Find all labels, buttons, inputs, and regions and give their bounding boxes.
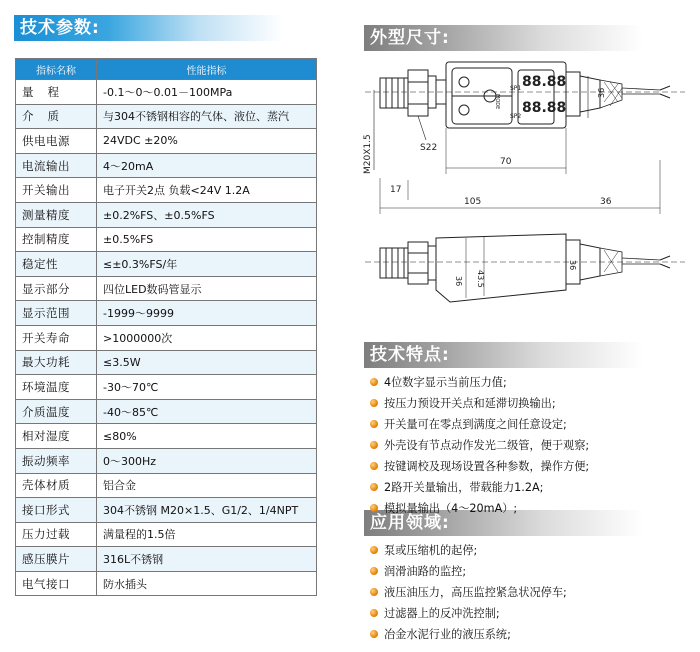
spec-row-value: -1999～9999 (97, 301, 317, 326)
hex-nut (408, 70, 428, 116)
features-item (370, 435, 589, 456)
sp2-led (459, 105, 469, 115)
dim-105: 105 (464, 197, 482, 207)
bullet-icon (370, 483, 378, 491)
spec-row-name: 显示部分 (16, 276, 97, 301)
applications-item (370, 603, 567, 624)
features-item-text: 模拟量输出（4～20mA）; (384, 502, 518, 515)
applications-item-text: 过滤器上的反冲洗控制; (384, 607, 500, 620)
spec-table-row (16, 80, 317, 105)
spec-row-name: 供电电源 (16, 129, 97, 154)
spec-row-value: 满量程的1.5倍 (97, 522, 317, 547)
spec-table-row (16, 178, 317, 203)
spec-table-row (16, 252, 317, 277)
features-item-text: 外壳设有节点动作发光二级管，便于观察; (384, 439, 590, 452)
spec-row-name: 振动频率 (16, 448, 97, 473)
spec-row-value: 铝合金 (97, 473, 317, 498)
applications-item (370, 561, 567, 582)
spec-row-name: 开关输出 (16, 178, 97, 203)
spec-row-value: ≤80% (97, 424, 317, 449)
features-item-text: 开关量可在零点到满度之间任意设定; (384, 418, 567, 431)
display-value-bottom: 88.88 (522, 100, 567, 116)
spec-table-row (16, 498, 317, 523)
applications-item (370, 624, 567, 645)
dim-36-side-left: 36 (454, 276, 463, 287)
display-value-top: 88.88 (522, 74, 567, 90)
applications-section-title: 应用领域: (370, 513, 450, 533)
bullet-icon (370, 546, 378, 554)
spec-row-name: 介质 (16, 104, 97, 129)
features-list (370, 372, 589, 519)
spec-row-name: 感压膜片 (16, 547, 97, 572)
bullet-icon (370, 420, 378, 428)
features-item-text: 2路开关量输出，带载能力1.2A; (384, 481, 544, 494)
spec-row-value: -0.1～0～0.01－100MPa (97, 80, 317, 105)
spec-table-header-row (16, 59, 317, 80)
dim-36-side-right: 36 (568, 260, 577, 271)
dim-36-right: 36 (597, 87, 606, 98)
spec-row-value: 24VDC ±20% (97, 129, 317, 154)
spec-table-row (16, 202, 317, 227)
spec-row-value: ±0.2%FS、±0.5%FS (97, 202, 317, 227)
features-item (370, 414, 589, 435)
dimensions-section-header (364, 25, 692, 51)
spec-table-row (16, 325, 317, 350)
dim-70: 70 (500, 157, 512, 167)
spec-col-name-header: 指标名称 (16, 59, 97, 80)
housing (446, 62, 566, 128)
spec-row-value: 0～300Hz (97, 448, 317, 473)
spec-row-name: 稳定性 (16, 252, 97, 277)
spec-row-name: 介质温度 (16, 399, 97, 424)
bullet-icon (370, 588, 378, 596)
spec-row-name: 电流输出 (16, 153, 97, 178)
applications-item (370, 582, 567, 603)
spec-table-row (16, 547, 317, 572)
spec-row-value: ±0.5%FS (97, 227, 317, 252)
features-section-header (364, 342, 692, 368)
spec-row-name: 壳体材质 (16, 473, 97, 498)
features-item (370, 456, 589, 477)
spec-col-value-header: 性能指标 (97, 59, 317, 80)
features-item-text: 按压力预设开关点和延滞切换输出; (384, 397, 556, 410)
spec-table-row (16, 375, 317, 400)
spec-row-value: ≤3.5W (97, 350, 317, 375)
features-item (370, 477, 589, 498)
spec-table-row (16, 227, 317, 252)
features-section-title: 技术特点: (370, 345, 450, 365)
bullet-icon (370, 462, 378, 470)
spec-row-name: 最大功耗 (16, 350, 97, 375)
spec-row-value: -40～85℃ (97, 399, 317, 424)
s22-label: S22 (420, 143, 438, 153)
spec-row-value: 316L不锈钢 (97, 547, 317, 572)
features-item (370, 372, 589, 393)
spec-table-row (16, 276, 317, 301)
spec-table-row (16, 522, 317, 547)
side-view (365, 234, 685, 302)
spec-table-row (16, 399, 317, 424)
features-item (370, 393, 589, 414)
spec-table-body (16, 80, 317, 596)
spec-table-row (16, 301, 317, 326)
bullet-icon (370, 567, 378, 575)
spec-row-name: 测量精度 (16, 202, 97, 227)
bullet-icon (370, 399, 378, 407)
features-item-text: 按键调校及现场设置各种参数，操作方便; (384, 460, 590, 473)
applications-list (370, 540, 567, 645)
spec-row-value: 304不锈钢 M20×1.5、G1/2、1/4NPT (97, 498, 317, 523)
applications-item-text: 冶金水泥行业的液压系统; (384, 628, 511, 641)
spec-section-header (14, 15, 350, 41)
spec-row-value: -30～70℃ (97, 375, 317, 400)
spec-row-value: >1000000次 (97, 325, 317, 350)
spec-row-value: 防水插头 (97, 571, 317, 596)
spec-row-value: 4～20mA (97, 153, 317, 178)
spec-row-name: 接口形式 (16, 498, 97, 523)
bullet-icon (370, 630, 378, 638)
spec-row-name: 环境温度 (16, 375, 97, 400)
spec-row-name: 显示范围 (16, 301, 97, 326)
spec-table-row (16, 153, 317, 178)
bullet-icon (370, 609, 378, 617)
bullet-icon (370, 504, 378, 512)
spec-row-name: 电气接口 (16, 571, 97, 596)
thread-label: M20X1.5 (363, 134, 373, 174)
housing-side (436, 234, 566, 302)
spec-table-row (16, 350, 317, 375)
applications-item-text: 液压油压力，高压监控紧急状况停车; (384, 586, 567, 599)
spec-table-row (16, 104, 317, 129)
spec-table-row (16, 129, 317, 154)
sp1-led (459, 77, 469, 87)
applications-item-text: 泵或压缩机的起停; (384, 544, 478, 557)
spec-table-row (16, 424, 317, 449)
mode-label: MODE (494, 94, 500, 110)
sp1-label: SP1 (510, 85, 522, 92)
spec-row-name: 控制精度 (16, 227, 97, 252)
spec-table-row (16, 473, 317, 498)
spec-table-row (16, 448, 317, 473)
applications-item-text: 润滑油路的监控; (384, 565, 467, 578)
dimension-drawing (360, 50, 690, 312)
spec-row-value: 四位LED数码管显示 (97, 276, 317, 301)
top-view (363, 62, 685, 214)
sp2-label: SP2 (510, 113, 522, 120)
applications-item (370, 540, 567, 561)
features-item-text: 4位数字显示当前压力值; (384, 376, 507, 389)
spec-row-value: 与304不锈钢相容的气体、液位、蒸汽 (97, 104, 317, 129)
spec-table-row (16, 571, 317, 596)
spec-row-name: 相对湿度 (16, 424, 97, 449)
spec-row-name: 开关寿命 (16, 325, 97, 350)
spec-table (15, 58, 317, 596)
spec-row-name: 压力过载 (16, 522, 97, 547)
spec-row-value: 电子开关2点 负载<24V 1.2A (97, 178, 317, 203)
bullet-icon (370, 378, 378, 386)
dimensions-section-title: 外型尺寸: (370, 28, 450, 48)
dim-43-5: 43.5 (476, 270, 485, 288)
bullet-icon (370, 441, 378, 449)
spec-row-name: 量程 (16, 80, 97, 105)
spec-section-title: 技术参数: (20, 18, 100, 38)
dim-36-bottom: 36 (600, 197, 612, 207)
dim-17: 17 (390, 185, 402, 195)
spec-row-value: ≤±0.3%FS/年 (97, 252, 317, 277)
